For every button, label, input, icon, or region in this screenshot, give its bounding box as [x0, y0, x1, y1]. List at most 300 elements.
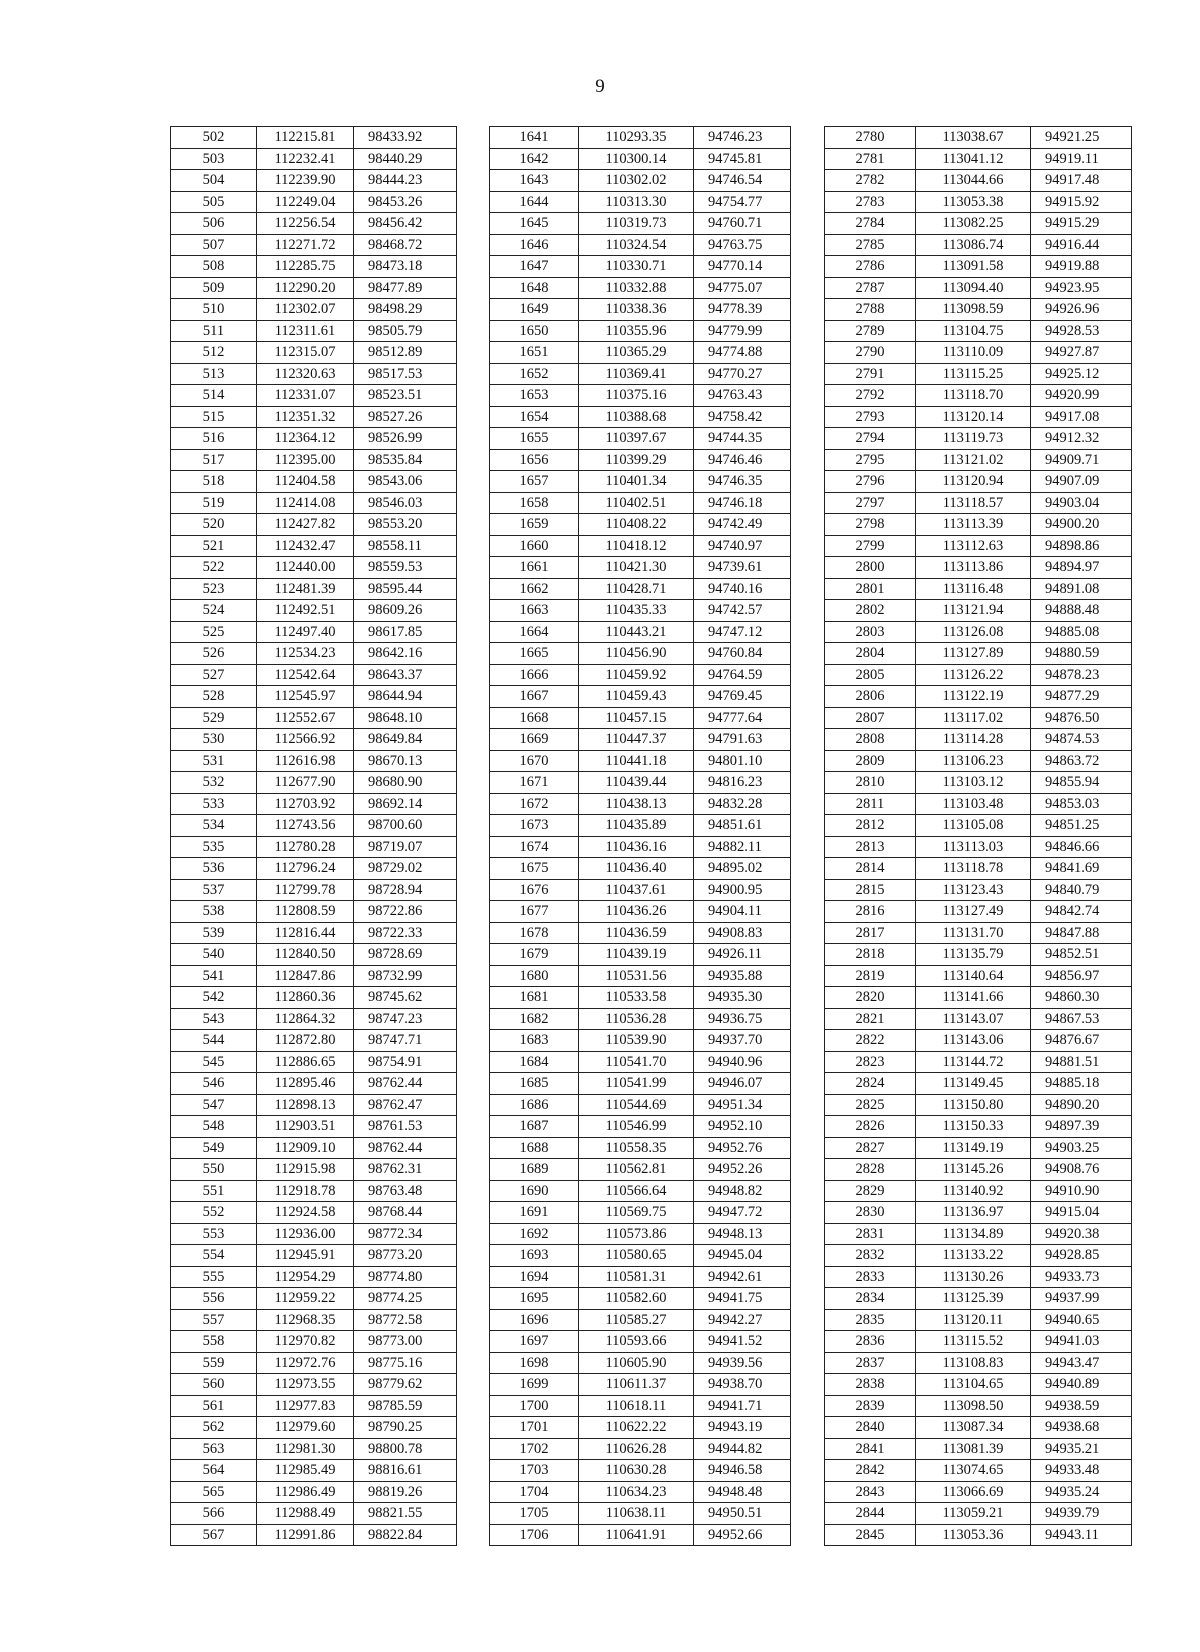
x-coordinate-cell: 113140.64 — [916, 965, 1031, 987]
point-number-cell: 1673 — [490, 815, 579, 837]
y-coordinate-cell: 98719.07 — [354, 836, 457, 858]
x-coordinate-cell: 113113.03 — [916, 836, 1031, 858]
point-number-cell: 540 — [171, 944, 257, 966]
x-coordinate-cell: 110457.15 — [579, 707, 694, 729]
table-row — [825, 987, 1132, 1009]
x-coordinate-cell: 113136.97 — [916, 1202, 1031, 1224]
point-number-cell: 503 — [171, 148, 257, 170]
point-number-cell: 509 — [171, 277, 257, 299]
x-coordinate-cell: 113126.08 — [916, 621, 1031, 643]
table-row — [825, 514, 1132, 536]
x-coordinate-cell: 110546.99 — [579, 1116, 694, 1138]
x-coordinate-cell: 113143.06 — [916, 1030, 1031, 1052]
table-row — [171, 148, 457, 170]
point-number-cell: 1686 — [490, 1094, 579, 1116]
point-number-cell: 567 — [171, 1524, 257, 1546]
point-number-cell: 2803 — [825, 621, 916, 643]
table-row — [490, 406, 791, 428]
y-coordinate-cell: 98559.53 — [354, 557, 457, 579]
point-number-cell: 2792 — [825, 385, 916, 407]
table-row — [825, 772, 1132, 794]
table-row — [171, 1245, 457, 1267]
y-coordinate-cell: 94935.21 — [1031, 1438, 1132, 1460]
point-number-cell: 2787 — [825, 277, 916, 299]
y-coordinate-cell: 98747.71 — [354, 1030, 457, 1052]
point-number-cell: 504 — [171, 170, 257, 192]
table-row — [825, 578, 1132, 600]
x-coordinate-cell: 113113.86 — [916, 557, 1031, 579]
y-coordinate-cell: 98527.26 — [354, 406, 457, 428]
x-coordinate-cell: 113114.28 — [916, 729, 1031, 751]
x-coordinate-cell: 112796.24 — [257, 858, 354, 880]
table-row — [171, 793, 457, 815]
table-row — [825, 1352, 1132, 1374]
point-number-cell: 2785 — [825, 234, 916, 256]
point-number-cell: 520 — [171, 514, 257, 536]
point-number-cell: 519 — [171, 492, 257, 514]
table-row — [825, 492, 1132, 514]
x-coordinate-cell: 112936.00 — [257, 1223, 354, 1245]
table-row — [171, 1503, 457, 1525]
point-number-cell: 511 — [171, 320, 257, 342]
x-coordinate-cell: 113149.45 — [916, 1073, 1031, 1095]
x-coordinate-cell: 112799.78 — [257, 879, 354, 901]
point-number-cell: 1691 — [490, 1202, 579, 1224]
point-number-cell: 527 — [171, 664, 257, 686]
table-row — [171, 578, 457, 600]
point-number-cell: 2817 — [825, 922, 916, 944]
point-number-cell: 551 — [171, 1180, 257, 1202]
y-coordinate-cell: 98649.84 — [354, 729, 457, 751]
x-coordinate-cell: 110369.41 — [579, 363, 694, 385]
table-row — [171, 1137, 457, 1159]
table-row — [171, 621, 457, 643]
table-row — [825, 256, 1132, 278]
point-number-cell: 2832 — [825, 1245, 916, 1267]
y-coordinate-cell: 94846.66 — [1031, 836, 1132, 858]
table-row — [171, 1460, 457, 1482]
point-number-cell: 557 — [171, 1309, 257, 1331]
x-coordinate-cell: 110338.36 — [579, 299, 694, 321]
y-coordinate-cell: 94746.35 — [694, 471, 791, 493]
y-coordinate-cell: 94897.39 — [1031, 1116, 1132, 1138]
table-row — [490, 772, 791, 794]
y-coordinate-cell: 94943.47 — [1031, 1352, 1132, 1374]
x-coordinate-cell: 113127.49 — [916, 901, 1031, 923]
point-number-cell: 1660 — [490, 535, 579, 557]
point-number-cell: 1685 — [490, 1073, 579, 1095]
y-coordinate-cell: 94763.75 — [694, 234, 791, 256]
point-number-cell: 2833 — [825, 1266, 916, 1288]
table-row — [171, 191, 457, 213]
point-number-cell: 559 — [171, 1352, 257, 1374]
point-number-cell: 1692 — [490, 1223, 579, 1245]
x-coordinate-cell: 110330.71 — [579, 256, 694, 278]
x-coordinate-cell: 112552.67 — [257, 707, 354, 729]
y-coordinate-cell: 94877.29 — [1031, 686, 1132, 708]
x-coordinate-cell: 113118.78 — [916, 858, 1031, 880]
point-number-cell: 1664 — [490, 621, 579, 643]
x-coordinate-cell: 110533.58 — [579, 987, 694, 1009]
point-number-cell: 506 — [171, 213, 257, 235]
y-coordinate-cell: 94919.88 — [1031, 256, 1132, 278]
point-number-cell: 543 — [171, 1008, 257, 1030]
point-number-cell: 522 — [171, 557, 257, 579]
table-row — [490, 987, 791, 1009]
y-coordinate-cell: 94867.53 — [1031, 1008, 1132, 1030]
point-number-cell: 531 — [171, 750, 257, 772]
y-coordinate-cell: 94941.75 — [694, 1288, 791, 1310]
point-number-cell: 1648 — [490, 277, 579, 299]
point-number-cell: 502 — [171, 127, 257, 149]
x-coordinate-cell: 112924.58 — [257, 1202, 354, 1224]
x-coordinate-cell: 110459.43 — [579, 686, 694, 708]
y-coordinate-cell: 94946.07 — [694, 1073, 791, 1095]
point-number-cell: 1652 — [490, 363, 579, 385]
y-coordinate-cell: 98595.44 — [354, 578, 457, 600]
y-coordinate-cell: 98722.33 — [354, 922, 457, 944]
table-row — [825, 815, 1132, 837]
table-row — [490, 858, 791, 880]
y-coordinate-cell: 94779.99 — [694, 320, 791, 342]
y-coordinate-cell: 94746.23 — [694, 127, 791, 149]
y-coordinate-cell: 98732.99 — [354, 965, 457, 987]
table-row — [825, 213, 1132, 235]
x-coordinate-cell: 112816.44 — [257, 922, 354, 944]
point-number-cell: 2790 — [825, 342, 916, 364]
x-coordinate-cell: 113117.02 — [916, 707, 1031, 729]
table-row — [825, 600, 1132, 622]
table-row — [825, 1288, 1132, 1310]
table-row — [171, 1159, 457, 1181]
point-number-cell: 1688 — [490, 1137, 579, 1159]
y-coordinate-cell: 94885.08 — [1031, 621, 1132, 643]
point-number-cell: 1674 — [490, 836, 579, 858]
point-number-cell: 2788 — [825, 299, 916, 321]
table-row — [825, 901, 1132, 923]
x-coordinate-cell: 113120.94 — [916, 471, 1031, 493]
x-coordinate-cell: 112492.51 — [257, 600, 354, 622]
x-coordinate-cell: 112432.47 — [257, 535, 354, 557]
x-coordinate-cell: 110582.60 — [579, 1288, 694, 1310]
table-row — [171, 1073, 457, 1095]
y-coordinate-cell: 98790.25 — [354, 1417, 457, 1439]
x-coordinate-cell: 113130.26 — [916, 1266, 1031, 1288]
y-coordinate-cell: 98762.44 — [354, 1073, 457, 1095]
y-coordinate-cell: 94852.51 — [1031, 944, 1132, 966]
x-coordinate-cell: 110638.11 — [579, 1503, 694, 1525]
table-row — [490, 578, 791, 600]
table-row — [825, 127, 1132, 149]
x-coordinate-cell: 113103.48 — [916, 793, 1031, 815]
x-coordinate-cell: 113149.19 — [916, 1137, 1031, 1159]
x-coordinate-cell: 113143.07 — [916, 1008, 1031, 1030]
x-coordinate-cell: 110397.67 — [579, 428, 694, 450]
x-coordinate-cell: 112364.12 — [257, 428, 354, 450]
point-number-cell: 561 — [171, 1395, 257, 1417]
y-coordinate-cell: 94940.89 — [1031, 1374, 1132, 1396]
x-coordinate-cell: 113121.94 — [916, 600, 1031, 622]
table-row — [490, 836, 791, 858]
x-coordinate-cell: 110439.19 — [579, 944, 694, 966]
x-coordinate-cell: 110438.13 — [579, 793, 694, 815]
point-number-cell: 2842 — [825, 1460, 916, 1482]
point-number-cell: 528 — [171, 686, 257, 708]
point-number-cell: 541 — [171, 965, 257, 987]
y-coordinate-cell: 94920.38 — [1031, 1223, 1132, 1245]
table-row — [825, 793, 1132, 815]
x-coordinate-cell: 112542.64 — [257, 664, 354, 686]
table-row — [490, 234, 791, 256]
table-row — [825, 148, 1132, 170]
x-coordinate-cell: 110324.54 — [579, 234, 694, 256]
table-row — [171, 815, 457, 837]
x-coordinate-cell: 110313.30 — [579, 191, 694, 213]
point-number-cell: 2812 — [825, 815, 916, 837]
y-coordinate-cell: 98617.85 — [354, 621, 457, 643]
point-number-cell: 514 — [171, 385, 257, 407]
table-row — [171, 1524, 457, 1546]
x-coordinate-cell: 112331.07 — [257, 385, 354, 407]
point-number-cell: 1702 — [490, 1438, 579, 1460]
table-row — [490, 1202, 791, 1224]
table-row — [490, 965, 791, 987]
x-coordinate-cell: 112351.32 — [257, 406, 354, 428]
x-coordinate-cell: 112315.07 — [257, 342, 354, 364]
coordinate-table-1 — [170, 126, 457, 1546]
x-coordinate-cell: 113044.66 — [916, 170, 1031, 192]
y-coordinate-cell: 94952.76 — [694, 1137, 791, 1159]
table-row — [171, 1180, 457, 1202]
x-coordinate-cell: 112271.72 — [257, 234, 354, 256]
y-coordinate-cell: 94917.48 — [1031, 170, 1132, 192]
x-coordinate-cell: 112302.07 — [257, 299, 354, 321]
y-coordinate-cell: 98526.99 — [354, 428, 457, 450]
point-number-cell: 2843 — [825, 1481, 916, 1503]
y-coordinate-cell: 94891.08 — [1031, 578, 1132, 600]
point-number-cell: 2824 — [825, 1073, 916, 1095]
point-number-cell: 2813 — [825, 836, 916, 858]
y-coordinate-cell: 98754.91 — [354, 1051, 457, 1073]
table-row — [171, 1051, 457, 1073]
y-coordinate-cell: 98774.25 — [354, 1288, 457, 1310]
table-row — [171, 514, 457, 536]
x-coordinate-cell: 112320.63 — [257, 363, 354, 385]
table-row — [171, 535, 457, 557]
x-coordinate-cell: 112945.91 — [257, 1245, 354, 1267]
y-coordinate-cell: 94938.68 — [1031, 1417, 1132, 1439]
y-coordinate-cell: 94927.87 — [1031, 342, 1132, 364]
table-row — [825, 944, 1132, 966]
point-number-cell: 2835 — [825, 1309, 916, 1331]
point-number-cell: 2801 — [825, 578, 916, 600]
y-coordinate-cell: 94885.18 — [1031, 1073, 1132, 1095]
x-coordinate-cell: 112808.59 — [257, 901, 354, 923]
point-number-cell: 1654 — [490, 406, 579, 428]
table-row — [825, 471, 1132, 493]
table-row — [825, 191, 1132, 213]
table-row — [171, 1288, 457, 1310]
table-row — [825, 1245, 1132, 1267]
x-coordinate-cell: 110531.56 — [579, 965, 694, 987]
x-coordinate-cell: 112959.22 — [257, 1288, 354, 1310]
point-number-cell: 546 — [171, 1073, 257, 1095]
table-row — [490, 1266, 791, 1288]
y-coordinate-cell: 94938.59 — [1031, 1395, 1132, 1417]
point-number-cell: 1704 — [490, 1481, 579, 1503]
table-row — [490, 1417, 791, 1439]
table-row — [490, 750, 791, 772]
x-coordinate-cell: 112616.98 — [257, 750, 354, 772]
x-coordinate-cell: 112970.82 — [257, 1331, 354, 1353]
point-number-cell: 2791 — [825, 363, 916, 385]
y-coordinate-cell: 98821.55 — [354, 1503, 457, 1525]
table-row — [490, 664, 791, 686]
y-coordinate-cell: 94851.61 — [694, 815, 791, 837]
point-number-cell: 565 — [171, 1481, 257, 1503]
x-coordinate-cell: 112440.00 — [257, 557, 354, 579]
x-coordinate-cell: 113127.89 — [916, 643, 1031, 665]
x-coordinate-cell: 112534.23 — [257, 643, 354, 665]
x-coordinate-cell: 112566.92 — [257, 729, 354, 751]
point-number-cell: 1682 — [490, 1008, 579, 1030]
y-coordinate-cell: 94915.04 — [1031, 1202, 1132, 1224]
x-coordinate-cell: 110581.31 — [579, 1266, 694, 1288]
point-number-cell: 525 — [171, 621, 257, 643]
point-number-cell: 2816 — [825, 901, 916, 923]
point-number-cell: 512 — [171, 342, 257, 364]
y-coordinate-cell: 94948.82 — [694, 1180, 791, 1202]
y-coordinate-cell: 94739.61 — [694, 557, 791, 579]
x-coordinate-cell: 112986.49 — [257, 1481, 354, 1503]
table-row — [171, 643, 457, 665]
table-row — [490, 793, 791, 815]
x-coordinate-cell: 113106.23 — [916, 750, 1031, 772]
point-number-cell: 2781 — [825, 148, 916, 170]
x-coordinate-cell: 112895.46 — [257, 1073, 354, 1095]
point-number-cell: 2820 — [825, 987, 916, 1009]
table-row — [825, 1503, 1132, 1525]
point-number-cell: 2845 — [825, 1524, 916, 1546]
y-coordinate-cell: 98773.20 — [354, 1245, 457, 1267]
y-coordinate-cell: 94746.54 — [694, 170, 791, 192]
y-coordinate-cell: 94764.59 — [694, 664, 791, 686]
x-coordinate-cell: 110436.26 — [579, 901, 694, 923]
point-number-cell: 1678 — [490, 922, 579, 944]
y-coordinate-cell: 94842.74 — [1031, 901, 1132, 923]
x-coordinate-cell: 110573.86 — [579, 1223, 694, 1245]
point-number-cell: 537 — [171, 879, 257, 901]
x-coordinate-cell: 113087.34 — [916, 1417, 1031, 1439]
y-coordinate-cell: 94909.71 — [1031, 449, 1132, 471]
coordinate-table-3 — [824, 126, 1132, 1546]
table-row — [825, 729, 1132, 751]
table-row — [490, 1180, 791, 1202]
x-coordinate-cell: 113134.89 — [916, 1223, 1031, 1245]
table-row — [825, 879, 1132, 901]
point-number-cell: 1653 — [490, 385, 579, 407]
x-coordinate-cell: 112988.49 — [257, 1503, 354, 1525]
y-coordinate-cell: 94935.88 — [694, 965, 791, 987]
y-coordinate-cell: 98523.51 — [354, 385, 457, 407]
table-row — [825, 1073, 1132, 1095]
y-coordinate-cell: 98680.90 — [354, 772, 457, 794]
point-number-cell: 1670 — [490, 750, 579, 772]
table-row — [490, 815, 791, 837]
y-coordinate-cell: 94903.25 — [1031, 1137, 1132, 1159]
x-coordinate-cell: 110447.37 — [579, 729, 694, 751]
y-coordinate-cell: 98609.26 — [354, 600, 457, 622]
y-coordinate-cell: 98670.13 — [354, 750, 457, 772]
y-coordinate-cell: 94908.83 — [694, 922, 791, 944]
table-row — [490, 1503, 791, 1525]
point-number-cell: 1669 — [490, 729, 579, 751]
table-row — [825, 299, 1132, 321]
x-coordinate-cell: 112909.10 — [257, 1137, 354, 1159]
x-coordinate-cell: 110436.59 — [579, 922, 694, 944]
x-coordinate-cell: 112743.56 — [257, 815, 354, 837]
x-coordinate-cell: 110365.29 — [579, 342, 694, 364]
y-coordinate-cell: 98440.29 — [354, 148, 457, 170]
table-row — [490, 342, 791, 364]
table-row — [825, 449, 1132, 471]
table-row — [171, 1374, 457, 1396]
table-row — [825, 1202, 1132, 1224]
y-coordinate-cell: 94925.12 — [1031, 363, 1132, 385]
table-row — [825, 621, 1132, 643]
point-number-cell: 556 — [171, 1288, 257, 1310]
y-coordinate-cell: 94841.69 — [1031, 858, 1132, 880]
point-number-cell: 1641 — [490, 127, 579, 149]
y-coordinate-cell: 98473.18 — [354, 256, 457, 278]
point-number-cell: 513 — [171, 363, 257, 385]
x-coordinate-cell: 113112.63 — [916, 535, 1031, 557]
x-coordinate-cell: 112981.30 — [257, 1438, 354, 1460]
y-coordinate-cell: 98453.26 — [354, 191, 457, 213]
table-row — [171, 836, 457, 858]
table-row — [490, 922, 791, 944]
y-coordinate-cell: 98558.11 — [354, 535, 457, 557]
table-row — [171, 965, 457, 987]
y-coordinate-cell: 98774.80 — [354, 1266, 457, 1288]
table-row — [171, 1116, 457, 1138]
y-coordinate-cell: 98498.29 — [354, 299, 457, 321]
table-row — [171, 772, 457, 794]
x-coordinate-cell: 113150.80 — [916, 1094, 1031, 1116]
y-coordinate-cell: 94907.09 — [1031, 471, 1132, 493]
point-number-cell: 2808 — [825, 729, 916, 751]
point-number-cell: 505 — [171, 191, 257, 213]
table-row — [171, 707, 457, 729]
y-coordinate-cell: 98816.61 — [354, 1460, 457, 1482]
table-row — [825, 707, 1132, 729]
table-row — [825, 1309, 1132, 1331]
x-coordinate-cell: 112840.50 — [257, 944, 354, 966]
x-coordinate-cell: 113104.65 — [916, 1374, 1031, 1396]
table-row — [171, 170, 457, 192]
y-coordinate-cell: 94923.95 — [1031, 277, 1132, 299]
table-row — [825, 1374, 1132, 1396]
point-number-cell: 1694 — [490, 1266, 579, 1288]
y-coordinate-cell: 94770.27 — [694, 363, 791, 385]
table-row — [171, 686, 457, 708]
table-row — [171, 256, 457, 278]
y-coordinate-cell: 94938.70 — [694, 1374, 791, 1396]
point-number-cell: 2818 — [825, 944, 916, 966]
x-coordinate-cell: 113094.40 — [916, 277, 1031, 299]
point-number-cell: 2822 — [825, 1030, 916, 1052]
x-coordinate-cell: 112864.32 — [257, 1008, 354, 1030]
